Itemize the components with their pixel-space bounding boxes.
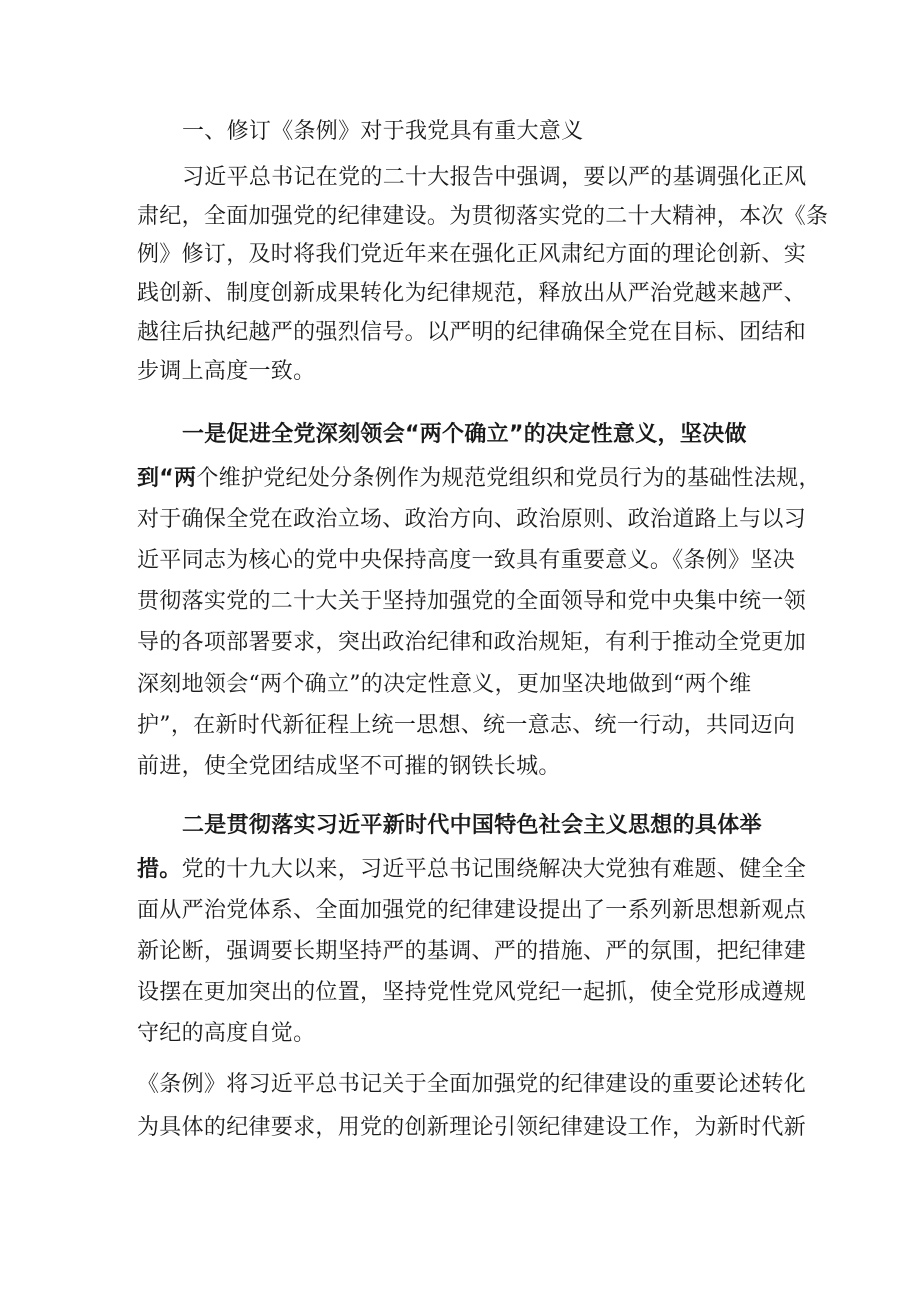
- paragraph-text: 党的十九大以来，习近平总书记围绕解决大党独有难题、健全全: [181, 857, 807, 882]
- paragraph-line: 对于确保全党在政治立场、政治方向、政治原则、政治道路上与以习: [137, 507, 807, 532]
- paragraph-line: 近平同志为核心的党中央保持高度一致具有重要意义。《条例》坚决: [137, 548, 796, 573]
- paragraph-line: 践创新、制度创新成果转化为纪律规范，释放出从严治党越来越严、: [137, 281, 807, 306]
- paragraph-line: 导的各项部署要求，突出政治纪律和政治规矩，有利于推动全党更加: [137, 630, 807, 655]
- paragraph-line: 《条例》将习近平总书记关于全面加强党的纪律建设的重要论述转化: [137, 1072, 807, 1097]
- paragraph-line: 例》修订，及时将我们党近年来在强化正风肃纪方面的理论创新、实: [137, 242, 807, 267]
- paragraph-line: 为具体的纪律要求，用党的创新理论引领纪律建设工作，为新时代新: [137, 1115, 807, 1140]
- paragraph-line: 守纪的高度自觉。: [137, 1021, 316, 1046]
- paragraph-line: [137, 855, 807, 885]
- paragraph-line: 深刻地领会“两个确立”的决定性意义，更加坚决地做到“两个维: [137, 672, 752, 697]
- paragraph-text: 个维护党纪处分条例作为规范党组织和党员行为的基础性法规，: [196, 466, 821, 491]
- paragraph-line: 护”，在新时代新征程上统一思想、统一意志、统一行动，共同迈向: [137, 713, 796, 738]
- point-heading: 二是贯彻落实习近平新时代中国特色社会主义思想的具体举: [182, 813, 762, 838]
- point-heading-continuation: 措。: [137, 857, 182, 882]
- paragraph-line: 贯彻落实党的二十大关于坚持加强党的全面领导和党中央集中统一领: [137, 589, 807, 614]
- paragraph-line: 习近平总书记在党的二十大报告中强调，要以严的基调强化正风: [182, 165, 807, 190]
- paragraph-line: 前进，使全党团结成坚不可摧的钢铁长城。: [137, 754, 561, 779]
- paragraph-line: 面从严治党体系、全面加强党的纪律建设提出了一系列新思想新观点: [137, 898, 807, 923]
- paragraph-line: 设摆在更加突出的位置，坚持党性党风党纪一起抓，使全党形成遵规: [137, 980, 807, 1005]
- point-heading: 一是促进全党深刻领会“两个确立”的决定性意义，坚决做: [182, 422, 747, 447]
- section-heading: 一、修订《条例》对于我党具有重大意义: [182, 119, 584, 144]
- paragraph-line: [137, 464, 821, 494]
- paragraph-line: 步调上高度一致。: [137, 359, 316, 384]
- paragraph-line: 新论断，强调要长期坚持严的基调、严的措施、严的氛围，把纪律建: [137, 939, 807, 964]
- paragraph-line: 肃纪，全面加强党的纪律建设。为贯彻落实党的二十大精神，本次《条: [137, 204, 829, 229]
- paragraph-line: 越往后执纪越严的强烈信号。以严明的纪律确保全党在目标、团结和: [137, 320, 807, 345]
- point-heading-continuation: 到“两: [137, 466, 197, 491]
